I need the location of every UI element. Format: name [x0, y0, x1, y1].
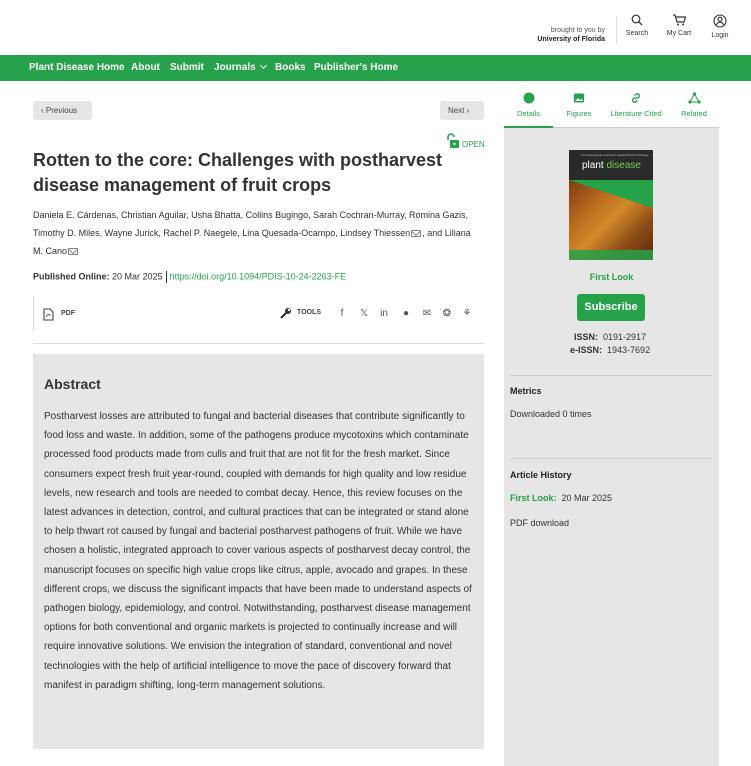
eissn-label: e-ISSN: [570, 345, 603, 355]
tab-literature-cited-label: Literature Cited [610, 109, 662, 118]
tools-label: TOOLS [297, 309, 321, 316]
nav-books[interactable]: Books [275, 62, 306, 73]
published-date: 20 Mar 2025 [112, 271, 163, 282]
doi-link[interactable]: https://doi.org/10.1094/PDIS-10-24-2263-FE [169, 271, 347, 282]
linkedin-icon[interactable]: in [380, 308, 388, 319]
pdf-icon [43, 308, 54, 321]
pdf-download-link[interactable]: PDF download [510, 518, 570, 528]
abstract-panel [33, 354, 484, 749]
divider [510, 458, 712, 459]
chevron-left-icon: ‹ [41, 106, 46, 115]
nav-about[interactable]: About [131, 62, 160, 73]
abstract-text: Postharvest losses are attributed to fungal and bacterial diseases that contribute significantly to food loss and waste. In addition, some of the pathogens produce mycotoxins which contaminate processed food products made from culls and fruit that are not fit for the fresh market. Since consumers expect fresh fruit year-round, coupled with demands for high quality and low residue levels, new research and tools are needed to combat decay. Hence, this review focuses on the latest advances in detection, control, and cultural practices that can be integrated or stand alone to help thwart rot caused by fungal and bacterial postharvest pathogens of fruit. While we have chosen a holistic, integrated approach to cover various aspects of postharvest decay control, the manuscript focuses on specific high value crops like citrus, apple, avocado and grapes. In these different crops, we discuss the significant impacts that have been made to understand aspects of pathogen biology, epidemiology, and control. Notwithstanding, postharvest disease management options for both conventional and organic markets is projected to continually increase and will require innovative solutions. We envision the integration of standard, conventional and novel technologies with the help of artificial intelligence to move the pace of discovery forward that manifest in paradigm shifting, long-term management solutions. [44, 411, 472, 691]
cover-word-disease: disease [606, 160, 641, 171]
first-look-date: 20 Mar 2025 [561, 493, 613, 503]
tab-related-label: Related [681, 109, 707, 118]
login-label: Login [711, 32, 729, 39]
eissn-line [570, 345, 650, 355]
facebook-icon[interactable]: f [340, 308, 344, 319]
author-list [33, 206, 473, 260]
main-nav [0, 55, 751, 81]
open-access-label: OPEN [462, 140, 485, 149]
issn-line [574, 332, 646, 342]
institution-access [537, 26, 605, 44]
first-look-history [510, 493, 612, 503]
nav-journals-label: Journals [214, 62, 256, 73]
nav-journals[interactable] [214, 62, 266, 73]
cover-tagline: An International Journal of Applied Plant Pathology [581, 153, 649, 157]
link-icon [630, 92, 642, 104]
nav-publishers-home[interactable]: Publisher's Home [314, 62, 399, 73]
sidebar-tabs [504, 82, 719, 128]
tab-figures-label: Figures [566, 109, 592, 118]
cover-journal-name [582, 160, 641, 171]
tools-button[interactable] [279, 307, 321, 322]
first-look-label: First Look: [510, 493, 557, 503]
divider [166, 271, 167, 283]
next-button[interactable] [440, 101, 484, 120]
authors-text[interactable]: Daniela E. Cárdenas, Christian Aguilar, Usha Bhatta, Collins Bugingo, Sarah Cochran-Murray, Romina Gazis, Timothy D. Miles, Wayne Jurick, Rachel P. Naegele, Lina Quesada-Ocampo, Lindsey Thiessen [33, 210, 469, 238]
previous-label: Previous [45, 106, 78, 115]
email-share-icon[interactable]: ✉ [422, 308, 432, 319]
metrics-heading: Metrics [510, 386, 542, 396]
next-label: Next [448, 106, 465, 115]
top-header [0, 0, 751, 55]
tab-details[interactable] [517, 92, 540, 118]
email-icon[interactable] [411, 230, 421, 237]
header-divider [616, 16, 617, 44]
cart-icon [672, 14, 686, 26]
published-online-label: Published Online: [33, 271, 110, 282]
abstract-heading: Abstract [44, 376, 101, 392]
nav-plant-disease-home[interactable]: Plant Disease Home [29, 62, 125, 73]
cover-word-plant: plant [582, 160, 604, 171]
network-icon [688, 92, 701, 104]
pdf-label: PDF [61, 310, 75, 317]
tab-figures[interactable] [565, 92, 593, 118]
institution-name: University of Florida [537, 36, 605, 43]
chevron-down-icon [260, 62, 267, 69]
nav-submit[interactable]: Submit [170, 62, 204, 73]
cart-button[interactable] [661, 14, 697, 37]
image-icon [573, 92, 585, 104]
first-look-heading[interactable]: First Look [589, 272, 634, 282]
tab-literature-cited[interactable] [608, 92, 664, 118]
toolbar-divider [33, 296, 34, 332]
chevron-right-icon: › [464, 106, 470, 115]
bluesky-icon[interactable]: ⚘ [462, 308, 472, 319]
email-icon[interactable] [68, 248, 78, 255]
authors-joiner: , and [422, 228, 445, 238]
open-lock-icon [445, 133, 460, 149]
article-title: Rotten to the core: Challenges with postharvest disease management of fruit crops [33, 150, 443, 195]
cover-accent [569, 180, 653, 208]
downloaded-count: Downloaded 0 times [510, 409, 592, 419]
cover-masthead [569, 150, 653, 180]
cart-label: My Cart [666, 30, 692, 37]
tab-details-label: Details [517, 109, 540, 118]
login-button[interactable] [702, 14, 738, 39]
cover-footer [569, 250, 653, 260]
x-twitter-icon[interactable]: 𝕏 [359, 308, 369, 319]
brought-to-you-label: brought to you by [550, 27, 605, 34]
wechat-icon[interactable]: ❂ [442, 308, 452, 319]
eissn-value: 1943-7692 [607, 345, 651, 355]
wrench-icon [279, 307, 292, 320]
subscribe-button[interactable]: Subscribe [577, 294, 645, 321]
sidebar [504, 82, 719, 766]
corresponding-author[interactable]: Liliana M. Cano [33, 228, 471, 256]
article-toolbar [33, 296, 484, 344]
publication-info [33, 271, 346, 283]
issn-value: 0191-2917 [603, 332, 647, 342]
issn-label: ISSN: [574, 332, 599, 342]
pdf-button[interactable] [43, 308, 75, 323]
search-button[interactable] [619, 14, 655, 37]
reddit-icon[interactable]: ● [402, 308, 410, 319]
details-icon [523, 92, 535, 104]
search-label: Search [625, 30, 649, 37]
tab-related[interactable] [680, 92, 708, 118]
previous-button[interactable] [33, 101, 92, 120]
divider [510, 375, 712, 376]
user-icon [713, 14, 727, 28]
article-history-heading: Article History [510, 470, 572, 480]
search-icon [631, 14, 643, 26]
journal-cover[interactable] [569, 150, 653, 260]
